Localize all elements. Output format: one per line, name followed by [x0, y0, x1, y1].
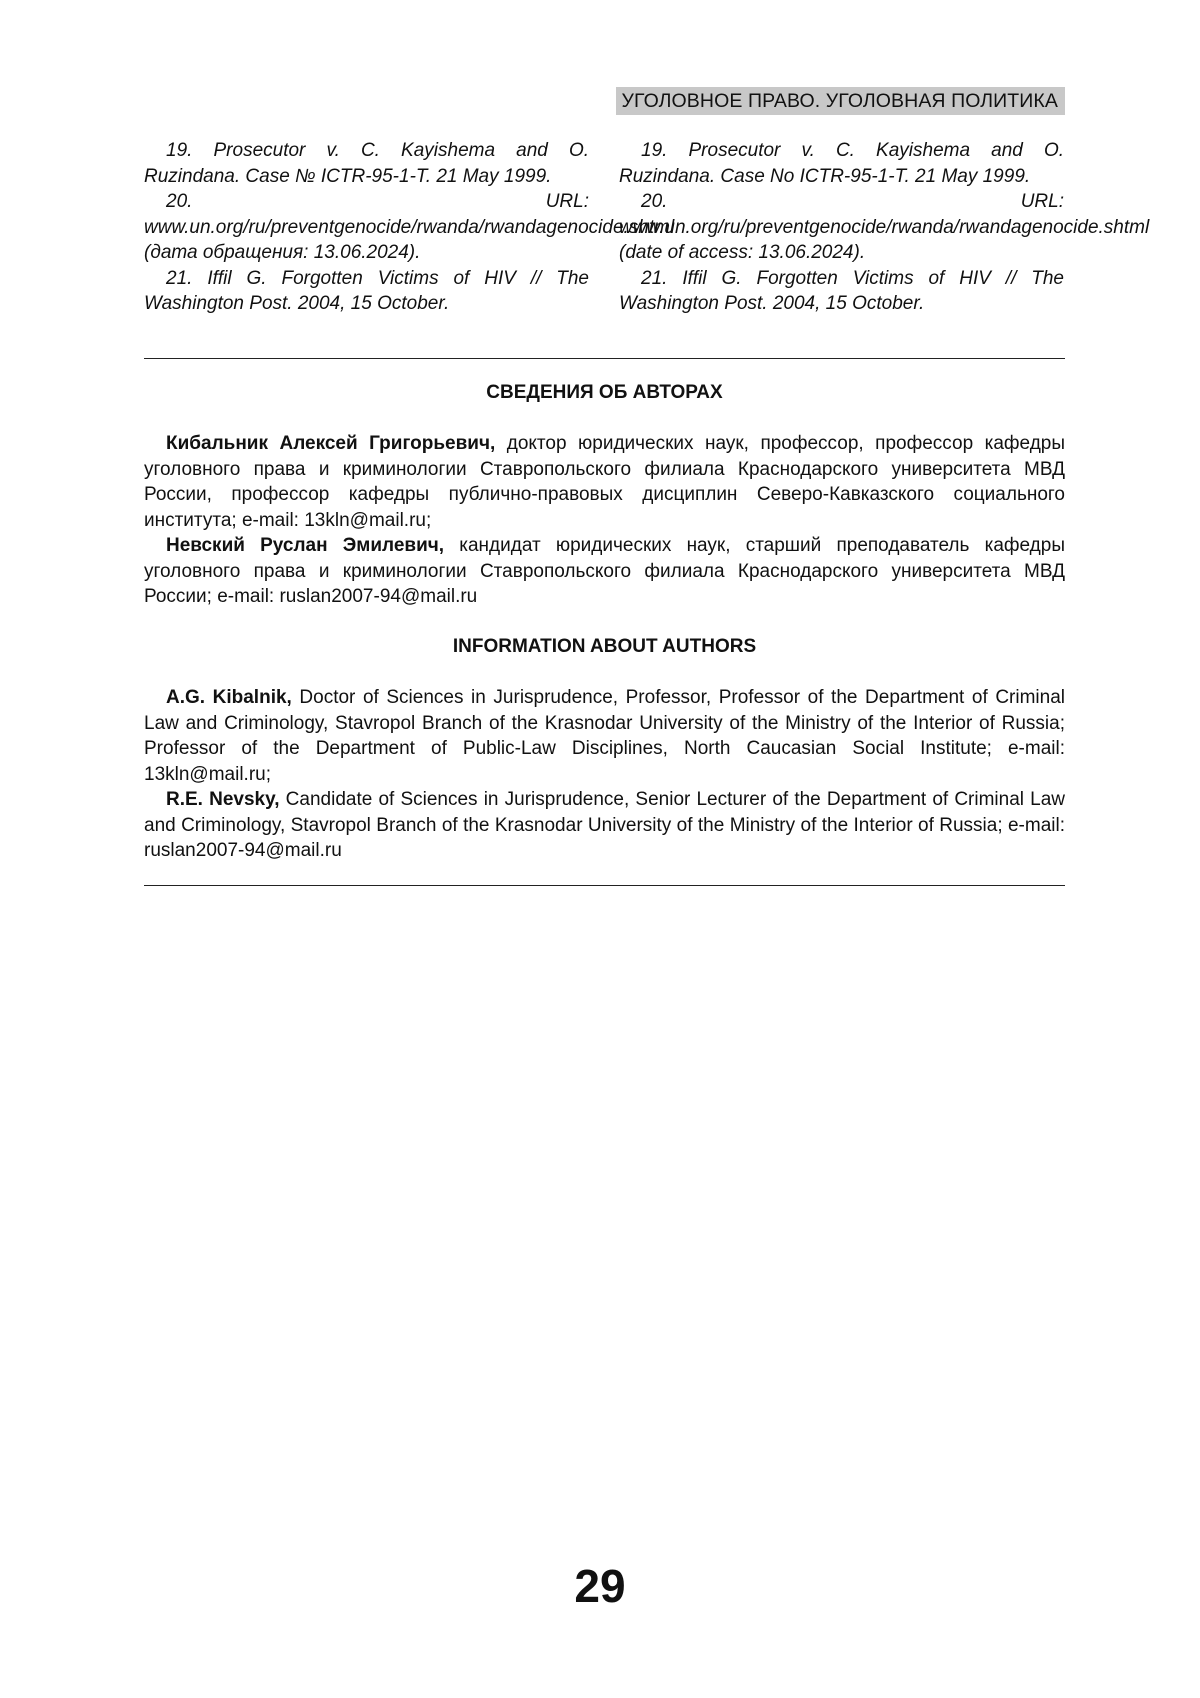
references-russian-column	[144, 138, 675, 317]
reference-item: 21. Iffil G. Forgotten Victims of HIV // The Washington Post. 2004, 15 October.	[619, 267, 1064, 314]
reference-item: 20. URL: www.un.org/ru/preventgenocide/rwanda/rwandagenocide.shtml (дата обращения: 13.06.2024).	[144, 191, 675, 263]
author-name: Кибальник Алексей Григорьевич,	[166, 433, 496, 454]
reference-item: 20. URL: www.un.org/ru/preventgenocide/rwanda/rwandagenocide.shtml (date of access: 13.06.2024).	[619, 191, 1150, 263]
section-divider-bottom	[144, 885, 1065, 886]
section-divider-top	[144, 358, 1065, 359]
author-entry	[144, 431, 1065, 533]
authors-heading-en: INFORMATION ABOUT AUTHORS	[452, 636, 757, 657]
authors-heading-ru: СВЕДЕНИЯ ОБ АВТОРАХ	[486, 382, 723, 403]
author-details: Doctor of Sciences in Jurisprudence, Professor, Professor of the Department of Criminal Law and Criminology, Stavropol Branch of the Krasnodar University of the Ministry of the Interior of Russia; Professor of the Department of Public-Law Disciplines, North Caucasian Social Institute; e-mail: 13kln@mail.ru;	[144, 687, 1065, 785]
running-header: УГОЛОВНОЕ ПРАВО. УГОЛОВНАЯ ПОЛИТИКА	[616, 87, 1065, 115]
references-english-column	[619, 138, 1150, 317]
author-details: кандидат юридических наук, старший преподаватель кафедры уголовного права и криминологии Ставропольского филиала Краснодарского университета МВД России; e-mail: ruslan2007-94@mail.ru	[144, 535, 1065, 607]
author-name: R.E. Nevsky,	[166, 789, 280, 810]
author-details: Candidate of Sciences in Jurisprudence, Senior Lecturer of the Department of Criminal Law and Criminology, Stavropol Branch of the Krasnodar University of the Ministry of the Interior of Russia; e-mail: ruslan2007-94@mail.ru	[144, 789, 1065, 861]
authors-info-en	[144, 685, 1065, 864]
author-name: Невский Руслан Эмилевич,	[166, 535, 445, 556]
author-name: A.G. Kibalnik,	[166, 687, 292, 708]
authors-info-ru	[144, 431, 1065, 610]
author-details: доктор юридических наук, профессор, профессор кафедры уголовного права и криминологии Ставропольского филиала Краснодарского университета МВД России, профессор кафедры публично-правовых дисциплин Северо-Кавказского социального института; e-mail: 13kln@mail.ru;	[144, 433, 1065, 531]
author-entry	[144, 533, 1065, 610]
page-number: 29	[574, 1560, 626, 1612]
reference-item: 19. Prosecutor v. C. Kayishema and O. Ruzindana. Case No ICTR-95-1-T. 21 May 1999.	[619, 140, 1064, 187]
author-entry	[144, 685, 1065, 787]
author-entry	[144, 787, 1065, 864]
reference-item: 21. Iffil G. Forgotten Victims of HIV // The Washington Post. 2004, 15 October.	[144, 267, 589, 314]
reference-item: 19. Prosecutor v. C. Kayishema and O. Ruzindana. Case № ICTR-95-1-T. 21 May 1999.	[144, 140, 589, 187]
